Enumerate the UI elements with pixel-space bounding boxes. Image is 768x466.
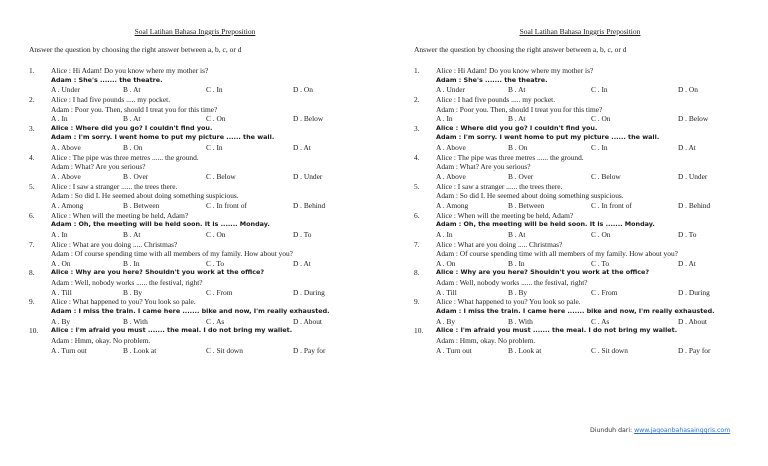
question-text: Adam : Poor you. Then, should I treat you for this time? <box>436 104 603 114</box>
question-line <box>29 76 379 86</box>
question-text: Alice : Hi Adam! Do you know where my mother is? <box>51 66 209 75</box>
question-line <box>414 240 764 250</box>
answer-option[interactable]: C . Sit down <box>591 345 628 355</box>
answer-option[interactable]: A . On <box>51 258 71 268</box>
question-line <box>29 211 379 221</box>
question-line <box>414 297 764 307</box>
question-text: Alice : Where did you go? I couldn't find you. <box>436 123 598 132</box>
question-line <box>414 95 764 105</box>
answer-option[interactable]: A . Among <box>51 200 84 210</box>
source-footer <box>590 427 730 434</box>
answer-option[interactable]: A . Under <box>436 85 465 95</box>
question-text: Alice : What are you doing ..... Christmas? <box>51 239 178 249</box>
question-number: 6. <box>414 210 420 220</box>
question-number: 9. <box>29 297 35 307</box>
worksheet-right <box>395 0 765 466</box>
answer-option[interactable]: D . During <box>293 287 325 297</box>
question-number: 3. <box>29 123 35 133</box>
question-line <box>414 66 764 76</box>
answer-option[interactable]: B . In <box>123 258 140 268</box>
answer-options <box>29 143 379 153</box>
question-text: Adam : I'm sorry. I went home to put my picture ...... the wall. <box>51 133 275 142</box>
question-text: Alice : When will the meeting be held, Adam? <box>436 210 574 220</box>
answer-options <box>414 201 764 211</box>
answer-option[interactable]: C . In front of <box>206 200 247 210</box>
answer-option[interactable]: D . Under <box>678 172 708 182</box>
answer-option[interactable]: C . In front of <box>591 200 632 210</box>
question-line <box>414 326 764 336</box>
answer-option[interactable]: D . At <box>678 258 696 268</box>
question-text: Alice : What are you doing ..... Christmas? <box>436 239 563 249</box>
question-line <box>414 76 764 86</box>
question-text: Adam : So did I. He seemed about doing something suspicious. <box>436 191 624 201</box>
question-text: Adam : I'm sorry. I went home to put my picture ...... the wall. <box>436 133 660 142</box>
question-number: 3. <box>414 123 420 133</box>
question-text: Alice : I saw a stranger ...... the trees there. <box>51 181 178 191</box>
answer-option[interactable]: D . About <box>293 316 322 326</box>
question-text: Adam : Of course spending time with all members of my family. How about you? <box>51 249 293 259</box>
question-line <box>29 133 379 143</box>
answer-option[interactable]: C . In <box>206 85 223 95</box>
answer-option[interactable]: D . During <box>678 287 710 297</box>
answer-options <box>29 85 379 95</box>
question-text: Adam : Hmm, okay. No problem. <box>51 335 151 345</box>
question-number: 4. <box>414 152 420 162</box>
answer-option[interactable]: D . About <box>678 316 707 326</box>
answer-options <box>414 259 764 269</box>
instruction-text: Answer the question by choosing the right answer between a, b, c, or d <box>414 45 627 54</box>
answer-option[interactable]: B . At <box>508 229 526 239</box>
question-line <box>29 153 379 163</box>
answer-option[interactable]: A . In <box>436 229 453 239</box>
answer-option[interactable]: D . Under <box>293 172 323 182</box>
question-text: Alice : What happened to you? You look so pale. <box>436 297 581 307</box>
question-text: Alice : I had five pounds ..... my pocket. <box>51 94 171 104</box>
answer-option[interactable]: B . Over <box>508 172 534 182</box>
answer-option[interactable]: B . On <box>123 143 143 153</box>
question-line <box>414 278 764 288</box>
question-number: 10. <box>414 326 424 336</box>
question-text: Adam : Of course spending time with all members of my family. How about you? <box>436 249 678 259</box>
answer-option[interactable]: B . By <box>508 287 528 297</box>
answer-options <box>414 85 764 95</box>
answer-option[interactable]: A . Under <box>51 85 80 95</box>
question-line <box>29 307 379 317</box>
question-line <box>414 268 764 278</box>
answer-option[interactable]: C . On <box>206 114 226 124</box>
answer-option[interactable]: C . On <box>206 229 226 239</box>
question-text: Adam : I miss the train. I came here ....... bike and now, I'm really exhausted. <box>51 307 330 316</box>
answer-options <box>414 346 764 356</box>
question-text: Adam : I miss the train. I came here ....... bike and now, I'm really exhausted. <box>436 307 715 316</box>
answer-option[interactable]: A . By <box>51 316 71 326</box>
source-link[interactable]: www.jagoanbahasainggris.com <box>634 427 731 434</box>
question-line <box>414 182 764 192</box>
answer-option[interactable]: B . At <box>123 229 141 239</box>
question-number: 1. <box>29 66 35 75</box>
question-text: Adam : Well, nobody works ...... the festival, right? <box>436 278 588 288</box>
question-number: 8. <box>414 268 420 278</box>
answer-options <box>414 317 764 327</box>
question-number: 2. <box>414 94 420 104</box>
question-line <box>29 124 379 134</box>
answer-option[interactable]: B . Between <box>123 200 160 210</box>
answer-option[interactable]: D . On <box>293 85 313 95</box>
answer-option[interactable]: A . Till <box>436 287 457 297</box>
answer-option[interactable]: A . In <box>51 114 68 124</box>
answer-option[interactable]: C . On <box>591 229 611 239</box>
question-list <box>29 66 379 355</box>
question-line <box>29 249 379 259</box>
answer-option[interactable]: D . To <box>293 229 312 239</box>
question-line <box>29 297 379 307</box>
answer-option[interactable]: C . On <box>591 114 611 124</box>
answer-option[interactable]: B . At <box>123 85 141 95</box>
question-line <box>414 249 764 259</box>
question-text: Adam : What? Are you serious? <box>51 162 146 172</box>
answer-option[interactable]: D . Below <box>293 114 324 124</box>
answer-option[interactable]: A . Above <box>436 172 466 182</box>
answer-option[interactable]: C . To <box>591 258 610 268</box>
answer-option[interactable]: D . At <box>678 143 696 153</box>
answer-option[interactable]: C . In <box>591 85 608 95</box>
answer-options <box>414 143 764 153</box>
question-line <box>29 95 379 105</box>
answer-option[interactable]: D . Behind <box>293 200 326 210</box>
answer-option[interactable]: A . In <box>436 114 453 124</box>
answer-option[interactable]: C . In <box>591 143 608 153</box>
question-text: Alice : Where did you go? I couldn't find you. <box>51 123 213 132</box>
question-text: Adam : Oh, the meeting will be held soon. It is ....... Monday. <box>436 220 655 229</box>
question-text: Adam : Hmm, okay. No problem. <box>436 335 536 345</box>
answer-option[interactable]: B . By <box>123 287 143 297</box>
answer-options <box>29 230 379 240</box>
answer-option[interactable]: C . Below <box>591 172 621 182</box>
answer-option[interactable]: A . In <box>51 229 68 239</box>
question-line <box>414 105 764 115</box>
answer-option[interactable]: A . On <box>436 258 456 268</box>
question-line <box>29 240 379 250</box>
question-number: 7. <box>29 239 35 249</box>
answer-option[interactable]: D . Pay for <box>678 345 711 355</box>
answer-options <box>414 172 764 182</box>
answer-option[interactable]: D . Below <box>678 114 709 124</box>
question-number: 6. <box>29 210 35 220</box>
answer-options <box>414 114 764 124</box>
question-number: 5. <box>414 181 420 191</box>
answer-option[interactable]: A . Till <box>51 287 72 297</box>
question-text: Adam : She's ....... the theatre. <box>51 75 163 84</box>
answer-options <box>29 288 379 298</box>
question-line <box>414 133 764 143</box>
answer-option[interactable]: C . As <box>591 316 610 326</box>
question-line <box>29 66 379 76</box>
answer-option[interactable]: B . On <box>508 143 528 153</box>
worksheet-title: Soal Latihan Bahasa Inggris Preposition <box>519 27 641 36</box>
question-number: 10. <box>29 326 39 336</box>
answer-option[interactable]: A . Above <box>436 143 466 153</box>
answer-options <box>29 259 379 269</box>
answer-option[interactable]: B . Look at <box>123 345 157 355</box>
question-number: 4. <box>29 152 35 162</box>
answer-option[interactable]: C . In <box>206 143 223 153</box>
question-text: Alice : I'm afraid you must ....... the meal. I do not bring my wallet. <box>436 326 678 335</box>
answer-option[interactable]: A . Turn out <box>51 345 87 355</box>
answer-options <box>29 346 379 356</box>
answer-options <box>29 201 379 211</box>
question-list <box>414 66 764 355</box>
question-line <box>29 162 379 172</box>
question-number: 7. <box>414 239 420 249</box>
question-line <box>414 220 764 230</box>
question-text: Alice : When will the meeting be held, Adam? <box>51 210 189 220</box>
question-text: Alice : Why are you here? Shouldn't you work at the office? <box>436 268 650 277</box>
answer-options <box>29 114 379 124</box>
question-line <box>414 191 764 201</box>
answer-option[interactable]: A . Above <box>51 143 81 153</box>
answer-options <box>414 288 764 298</box>
answer-option[interactable]: B . Between <box>508 200 545 210</box>
answer-option[interactable]: C . To <box>206 258 225 268</box>
question-text: Alice : The pipe was three metres ...... the ground. <box>436 152 584 162</box>
answer-option[interactable]: D . To <box>678 229 697 239</box>
question-text: Alice : The pipe was three metres ...... the ground. <box>51 152 199 162</box>
question-text: Adam : Poor you. Then, should I treat you for this time? <box>51 104 218 114</box>
question-line <box>414 124 764 134</box>
question-line <box>29 191 379 201</box>
worksheet-title: Soal Latihan Bahasa Inggris Preposition <box>134 27 256 36</box>
answer-option[interactable]: C . From <box>206 287 233 297</box>
answer-option[interactable]: C . As <box>206 316 225 326</box>
answer-options <box>414 230 764 240</box>
question-line <box>414 153 764 163</box>
question-text: Adam : Well, nobody works ...... the festival, right? <box>51 278 203 288</box>
question-line <box>414 336 764 346</box>
instruction-text: Answer the question by choosing the right answer between a, b, c, or d <box>29 45 242 54</box>
answer-option[interactable]: C . Below <box>206 172 236 182</box>
answer-option[interactable]: C . From <box>591 287 618 297</box>
question-line <box>414 162 764 172</box>
question-text: Adam : She's ....... the theatre. <box>436 75 548 84</box>
question-line <box>29 336 379 346</box>
answer-option[interactable]: B . In <box>508 258 525 268</box>
question-text: Alice : I had five pounds ..... my pocket. <box>436 94 556 104</box>
question-number: 1. <box>414 66 420 75</box>
question-text: Alice : I saw a stranger ...... the trees there. <box>436 181 563 191</box>
question-line <box>29 220 379 230</box>
answer-option[interactable]: B . Look at <box>508 345 542 355</box>
footer-label: Diunduh dari: <box>590 427 633 434</box>
answer-option[interactable]: D . Pay for <box>293 345 326 355</box>
answer-option[interactable]: B . At <box>508 114 526 124</box>
question-line <box>29 326 379 336</box>
answer-option[interactable]: A . By <box>436 316 456 326</box>
question-number: 2. <box>29 94 35 104</box>
answer-option[interactable]: A . Above <box>51 172 81 182</box>
question-text: Adam : What? Are you serious? <box>436 162 531 172</box>
answer-option[interactable]: B . Over <box>123 172 149 182</box>
answer-option[interactable]: B . With <box>508 316 533 326</box>
answer-option[interactable]: A . Among <box>436 200 469 210</box>
answer-option[interactable]: D . On <box>678 85 698 95</box>
question-text: Alice : I'm afraid you must ....... the meal. I do not bring my wallet. <box>51 326 293 335</box>
question-text: Alice : Hi Adam! Do you know where my mother is? <box>436 66 594 75</box>
answer-option[interactable]: B . With <box>123 316 148 326</box>
question-text: Alice : What happened to you? You look so pale. <box>51 297 196 307</box>
question-number: 5. <box>29 181 35 191</box>
question-text: Adam : Oh, the meeting will be held soon. It is ....... Monday. <box>51 220 270 229</box>
question-line <box>29 278 379 288</box>
answer-option[interactable]: D . Behind <box>678 200 711 210</box>
question-line <box>414 307 764 317</box>
worksheet-left <box>10 0 380 466</box>
question-number: 8. <box>29 268 35 278</box>
question-text: Adam : So did I. He seemed about doing something suspicious. <box>51 191 239 201</box>
question-line <box>29 268 379 278</box>
question-line <box>414 211 764 221</box>
answer-option[interactable]: B . At <box>508 85 526 95</box>
answer-option[interactable]: D . At <box>293 258 311 268</box>
answer-option[interactable]: C . Sit down <box>206 345 243 355</box>
question-text: Alice : Why are you here? Shouldn't you work at the office? <box>51 268 265 277</box>
answer-options <box>29 317 379 327</box>
question-line <box>29 105 379 115</box>
question-line <box>29 182 379 192</box>
answer-options <box>29 172 379 182</box>
question-number: 9. <box>414 297 420 307</box>
answer-option[interactable]: B . At <box>123 114 141 124</box>
answer-option[interactable]: D . At <box>293 143 311 153</box>
answer-option[interactable]: A . Turn out <box>436 345 472 355</box>
